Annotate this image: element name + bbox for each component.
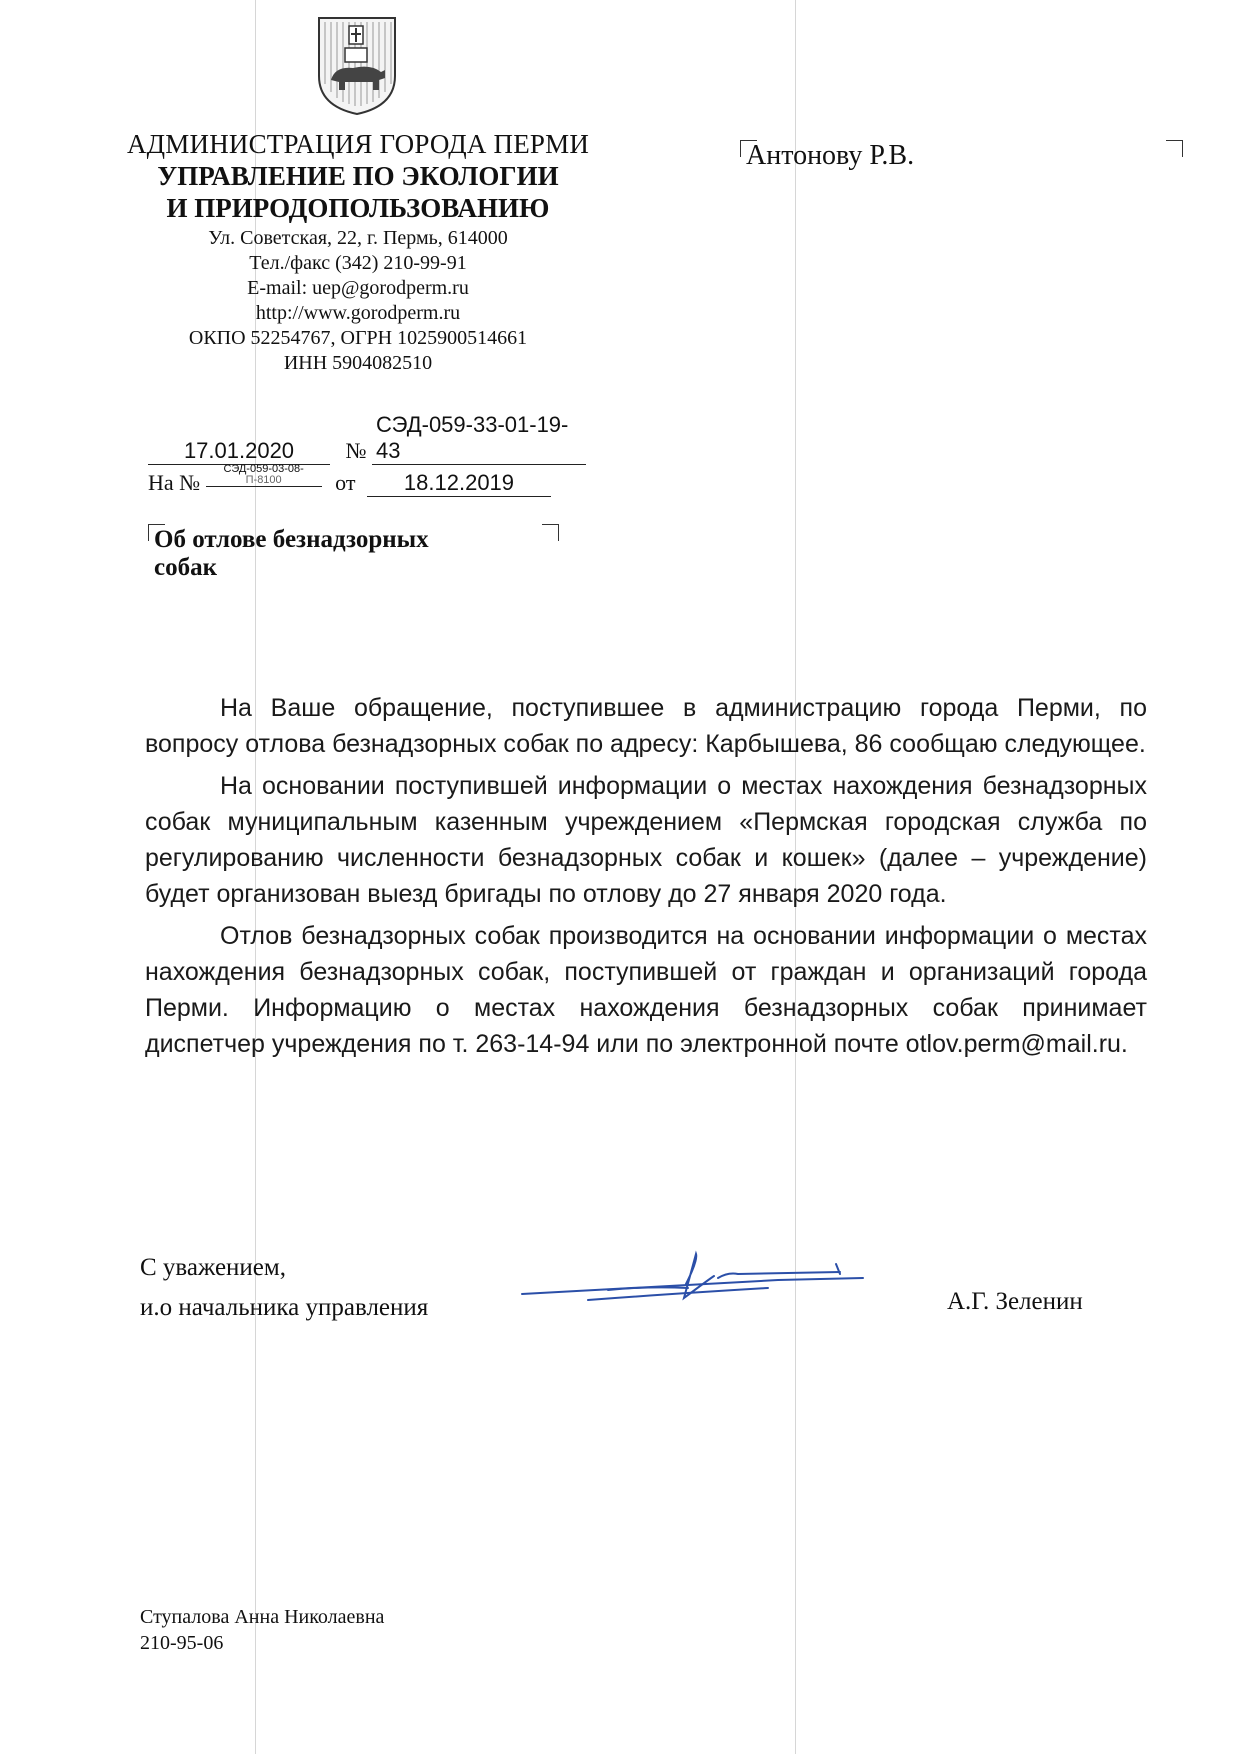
executor-phone: 210-95-06 [140,1632,224,1654]
registration-date: 17.01.2020 [148,438,330,465]
reply-reference-line [148,463,551,497]
handwritten-signature [518,1250,868,1310]
from-label: от [335,470,356,495]
closing-block [140,1248,428,1328]
email: E-mail: uep@gorodperm.ru [247,277,469,299]
letter-body [145,690,1147,1068]
address: Ул. Советская, 22, г. Пермь, 614000 [208,227,508,249]
paragraph-3: Отлов безнадзорных собак производится на основании информации о местах нахождения безнадзорных собак, поступившей от граждан и организаций города Перми. Информацию о местах нахождения безнадзорных собак принимает диспетчер учреждения по т. 263-14-94 или по электронной почте otlov.perm@mail.ru. [145,922,1147,1058]
executor-name: Ступалова Анна Николаевна [140,1606,385,1628]
reply-number-top: СЭД-059-03-08- [223,463,304,475]
inn: ИНН 5904082510 [283,352,433,374]
signatory-position: и.о начальника управления [140,1294,429,1321]
reply-number-label: На № [148,470,201,495]
recipient-corner-mark [1166,140,1183,157]
paragraph-2: На основании поступившей информации о местах нахождения безнадзорных собак муниципальным казенным учреждением «Пермская городская служба по регулированию численности безнадзорных собак и кошек» (далее – учреждение) будет организован выезд бригады по отлову до 27 января 2020 года. [145,772,1147,908]
department-name-line2: И ПРИРОДОПОЛЬЗОВАНИЮ [166,193,550,223]
number-label: № [345,438,367,463]
coat-of-arms-emblem [315,14,399,116]
subject-line2: собак [154,554,218,581]
reply-date: 18.12.2019 [367,470,551,497]
subject-line1: Об отлове безнадзорных [154,526,429,553]
subject-corner-mark [542,524,559,541]
paragraph-1: На Ваше обращение, поступившее в администрацию города Перми, по вопросу отлова безнадзорных собак по адресу: Карбышева, 86 сообщаю следующее. [145,694,1147,758]
contact-details [108,226,608,376]
registration-line [148,412,586,465]
okpo-ogrn: ОКПО 52254767, ОГРН 1025900514661 [188,327,528,349]
signatory-name: А.Г. Зеленин [947,1288,1083,1315]
executor-info [140,1604,384,1656]
reply-number [206,464,322,487]
phone: Тел./факс (342) 210-99-91 [249,252,467,274]
reply-number-bottom: П-8100 [245,474,282,486]
recipient: Антонову Р.В. [746,140,915,171]
letterhead [108,128,608,376]
organization-name: АДМИНИСТРАЦИЯ ГОРОДА ПЕРМИ [126,129,590,159]
website: http://www.gorodperm.ru [255,302,461,324]
regards: С уважением, [140,1254,286,1281]
registration-number: СЭД-059-33-01-19-43 [372,412,586,465]
subject [154,526,494,582]
department-name-line1: УПРАВЛЕНИЕ ПО ЭКОЛОГИИ [157,161,559,191]
